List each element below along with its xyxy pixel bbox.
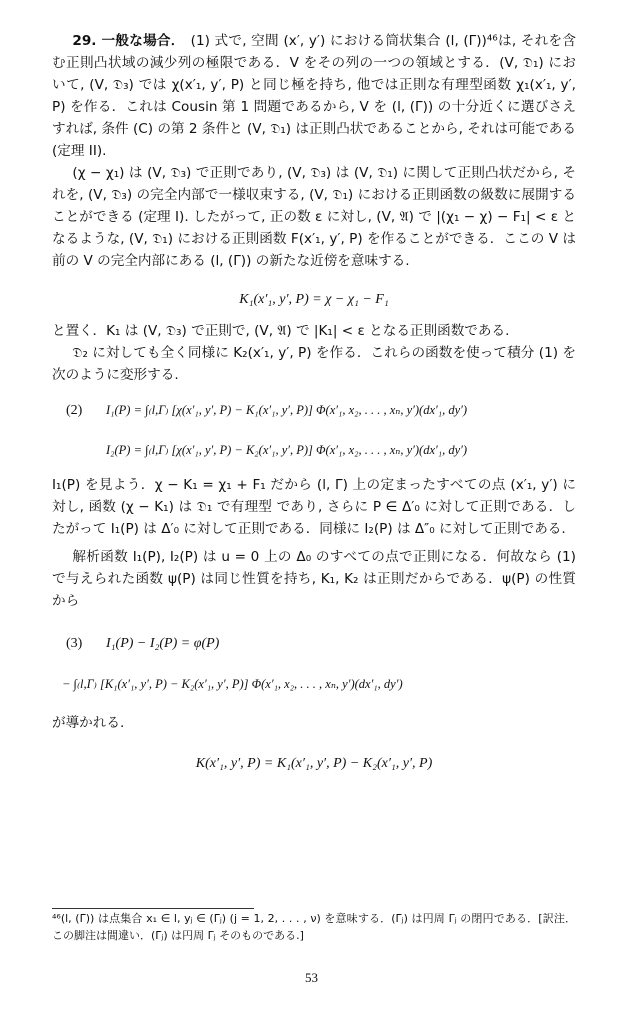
equation-2-line-2 bbox=[52, 430, 576, 470]
paragraph-1-text: (1) 式で, 空間 (x′, y′) における筒状集合 (l, (Γ̄))⁴⁶は, それを含む正則凸状域の減少列の極限である．V をその列の一つの領域とする．(V, 𝔇₁) において, (V, 𝔇₃) では χ(x′₁, y′, P) と同じ極を持ち, 他では正則な有理型函数 χ₁(x′₁, y′, P) を作る．これは Cousin 第 1 問題であるから, V を (l, (Γ̄)) の十分近くに選びさえすれば, 条件 (C) の第 2 条件と (V, 𝔇₁) は正則凸状であることから, それは可能である (定理 II). bbox=[52, 33, 576, 159]
page-number: 53 bbox=[305, 970, 318, 985]
equation-2-tag: (2) bbox=[66, 403, 83, 418]
equation-K1: K₁(x′₁, y′, P) = χ − χ₁ − F₁ bbox=[239, 292, 389, 307]
equation-3-body-2: − ∫₍l,Γ₎ [K₁(x′₁, y′, P) − K₂(x′₁, y′, P)] Φ(x′₁, x₂, . . . , xₙ, y′)(dx′₁, dy′) bbox=[62, 677, 403, 691]
paragraph-5: I₁(P) を見よう．χ − K₁ = χ₁ + F₁ だから (l, Γ) 上の定まったすべての点 (x′₁, y′) に対し, 函数 (χ − K₁) は 𝔇₁ で有理型 であり, さらに P ∈ Δ′₀ に対して正則である．したがって I₁(P) は Δ′₀ に対して正則である．同様に I₂(P) は Δ″₀ に対して正則である. bbox=[52, 477, 576, 537]
equation-2-line-1 bbox=[52, 390, 576, 430]
equation-2-body-1: I₁(P) = ∫₍l,Γ₎ [χ(x′₁, y′, P) − K₁(x′₁, y′, P)] Φ(x′₁, x₂, . . . , xₙ, y′)(dx′₁, dy′) bbox=[106, 403, 468, 417]
equation-3-line-2 bbox=[52, 664, 576, 704]
paragraph-2: (χ − χ₁) は (V, 𝔇₃) で正則であり, (V, 𝔇₃) は (V, 𝔇₁) に関して正則凸状だから, それを, (V, 𝔇₃) の完全内部で一様収束する, (V, 𝔇₁) における正則函数の級数に展開することができる (定理 I). したがって, 正の数 ε に対し, (V, 𝔄) で |(χ₁ − χ) − F₁| < ε となるような, (V, 𝔇₁) における正則函数 F(x′₁, y′, P) を作ることができる．ここの V は前の V の完全内部にある (l, (Γ̄)) の新たな近傍を意味する. bbox=[52, 165, 576, 269]
equation-3-body-1: I₁(P) − I₂(P) = φ(P) bbox=[106, 636, 220, 651]
paragraph-7: が導かれる. bbox=[52, 715, 125, 731]
page-body bbox=[52, 30, 576, 784]
paragraph-1 bbox=[52, 30, 576, 162]
equation-3-line-1 bbox=[52, 624, 576, 664]
section-heading: 29. 一般な場合． bbox=[72, 33, 185, 49]
equation-K: K(x′₁, y′, P) = K₁(x′₁, y′, P) − K₂(x′₁, y′, P) bbox=[195, 756, 433, 771]
footnote-46: ⁴⁶(l, (Γ̄)) は点集合 x₁ ∈ l, yⱼ ∈ (Γ̄ⱼ) (j = 1, 2, . . . , ν) を意味する．(Γ̄ⱼ) は円周 Γⱼ の閉円である．[訳注．この脚注は間違い．(Γ̄ⱼ) は円周 Γⱼ そのものである.] bbox=[52, 912, 576, 942]
paragraph-4: 𝔇₂ に対しても全く同様に K₂(x′₁, y′, P) を作る．これらの函数を使って積分 (1) を次のように変形する. bbox=[52, 345, 576, 383]
footnote-rule bbox=[52, 908, 254, 909]
equation-3-tag: (3) bbox=[66, 636, 83, 651]
paragraph-3: と置く．K₁ は (V, 𝔇₃) で正則で, (V, 𝔄) で |K₁| < ε となる正則函数である. bbox=[52, 323, 510, 339]
equation-2-body-2: I₂(P) = ∫₍l,Γ₎ [χ(x′₁, y′, P) − K₂(x′₁, y′, P)] Φ(x′₁, x₂, . . . , xₙ, y′)(dx′₁, dy′) bbox=[106, 443, 468, 457]
paragraph-6: 解析函数 I₁(P), I₂(P) は u = 0 上の Δ₀ のすべての点で正則になる．何故なら (1) で与えられた函数 ψ(P) は同じ性質を持ち, K₁, K₂ は正則だからである．ψ(P) の性質から bbox=[52, 549, 576, 609]
